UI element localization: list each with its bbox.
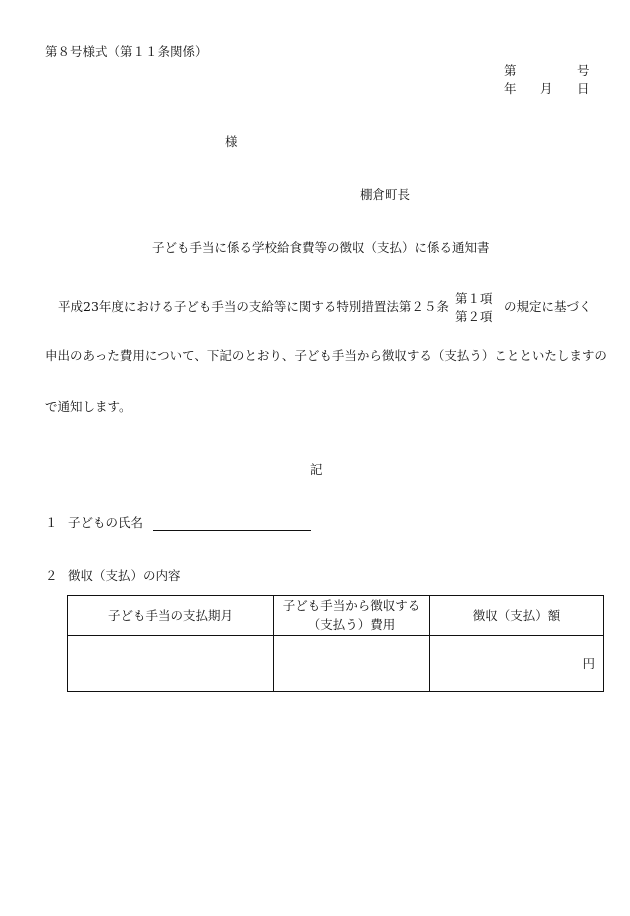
addressee-suffix: 様	[225, 134, 238, 149]
doc-number-dai: 第	[504, 63, 517, 78]
cell-collected-cost	[274, 635, 430, 691]
amount-unit: 円	[582, 655, 595, 671]
clause-option-2: 第２項	[455, 309, 493, 324]
item2-number: ２	[45, 568, 58, 583]
issuer: 棚倉町長	[360, 187, 411, 202]
item2-label: 徴収（支払）の内容	[68, 568, 181, 583]
header-payment-month: 子ども手当の支払期月	[68, 596, 274, 636]
date-year: 年	[504, 81, 517, 96]
item1-label: 子どもの氏名	[68, 515, 144, 530]
doc-number-go: 号	[577, 63, 590, 78]
cell-collection-amount	[430, 635, 604, 691]
body-line3: で通知します。	[45, 399, 132, 414]
item1-number: １	[45, 515, 58, 530]
document-title: 子ども手当に係る学校給食費等の徴収（支払）に係る通知書	[152, 240, 490, 255]
date-day: 日	[577, 81, 590, 96]
body-line2: 申出のあった費用について、下記のとおり、子ども手当から徴収する（支払う）ことといたしますの	[45, 348, 607, 363]
collection-content-table	[67, 595, 604, 692]
table-header-row	[68, 596, 604, 636]
child-name-line	[153, 530, 311, 531]
table-row	[68, 635, 604, 691]
header-collected-cost: 子ども手当から徴収する （支払う）費用	[274, 596, 430, 636]
cell-payment-month	[68, 635, 274, 691]
clause-option-1: 第１項	[455, 291, 493, 306]
header-collection-amount: 徴収（支払）額	[430, 596, 604, 636]
form-number: 第８号様式（第１１条関係）	[45, 44, 208, 59]
ki-heading: 記	[310, 462, 323, 477]
body-line1-before: 平成23年度における子ども手当の支給等に関する特別措置法第２５条	[58, 299, 449, 314]
date-month: 月	[540, 81, 553, 96]
body-line1-after: の規定に基づく	[504, 299, 592, 314]
